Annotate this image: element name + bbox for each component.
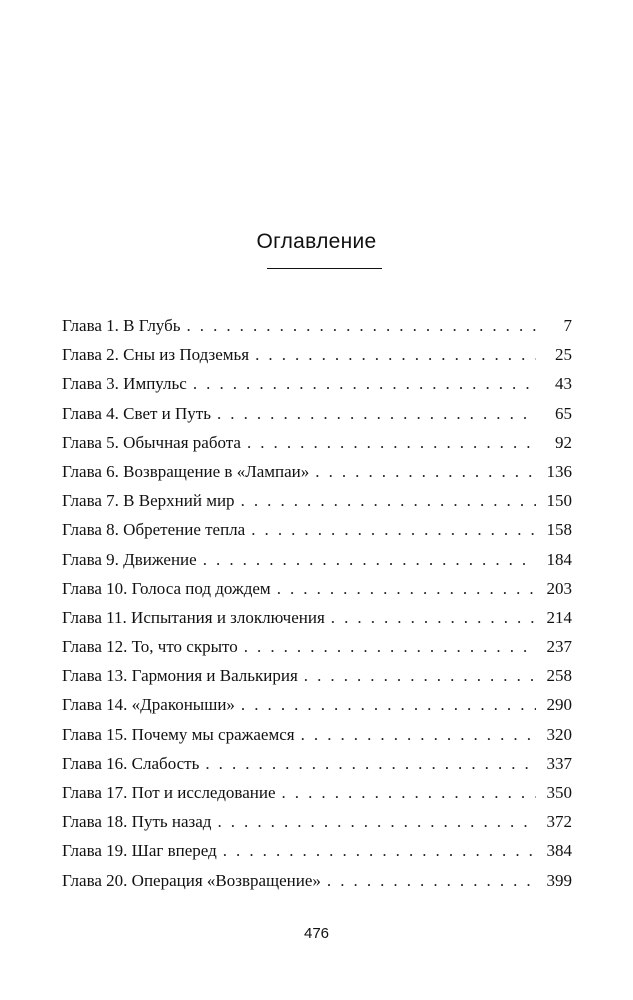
toc-dot-leader bbox=[327, 870, 536, 892]
toc-page-number: 43 bbox=[555, 374, 572, 394]
toc-entry[interactable] bbox=[62, 694, 572, 723]
toc-entry[interactable] bbox=[62, 490, 572, 519]
toc-page-number: 25 bbox=[555, 345, 572, 365]
toc-page-number: 350 bbox=[546, 783, 572, 802]
toc-chapter-title: Глава 11. Испытания и злоключения bbox=[62, 607, 325, 627]
toc-dot-leader bbox=[223, 840, 536, 862]
toc-chapter-title: Глава 20. Операция «Возвращение» bbox=[62, 870, 321, 890]
toc-chapter-title: Глава 12. То, что скрыто bbox=[62, 637, 238, 657]
toc-dot-leader bbox=[217, 403, 536, 425]
toc-chapter-title: Глава 18. Путь назад bbox=[62, 812, 212, 832]
toc-chapter-title: Глава 14. «Драконыши» bbox=[62, 695, 235, 715]
toc-page-number: 237 bbox=[546, 637, 572, 657]
toc-dot-leader bbox=[301, 724, 536, 746]
toc-entry[interactable] bbox=[62, 753, 572, 782]
toc-chapter-title: Глава 8. Обретение тепла bbox=[62, 520, 246, 540]
toc-page-number: 372 bbox=[546, 812, 572, 832]
toc-page-number: 203 bbox=[546, 578, 572, 598]
toc-chapter-title: Глава 17. Пот и исследование bbox=[62, 783, 276, 802]
toc-entry[interactable] bbox=[62, 549, 572, 578]
toc-entry[interactable] bbox=[62, 344, 572, 373]
page-title: Оглавление bbox=[256, 230, 377, 253]
toc-dot-leader bbox=[244, 636, 536, 658]
toc-chapter-title: Глава 9. Движение bbox=[62, 549, 197, 569]
toc-page-number: 184 bbox=[546, 549, 572, 569]
toc-chapter-title: Глава 15. Почему мы сражаемся bbox=[62, 724, 295, 744]
toc-dot-leader bbox=[193, 373, 536, 395]
toc-page-number: 7 bbox=[563, 316, 572, 335]
toc-entry[interactable] bbox=[62, 403, 572, 432]
toc-page-number: 384 bbox=[546, 841, 572, 861]
toc-dot-leader bbox=[247, 432, 536, 454]
toc-page-number: 136 bbox=[546, 461, 572, 481]
toc-chapter-title: Глава 10. Голоса под дождем bbox=[62, 578, 271, 598]
title-underline bbox=[267, 268, 382, 269]
toc-entry[interactable] bbox=[62, 636, 572, 665]
toc-dot-leader bbox=[315, 461, 536, 483]
toc-chapter-title: Глава 16. Слабость bbox=[62, 753, 200, 773]
toc-page-number: 290 bbox=[546, 695, 572, 715]
toc-page-number: 320 bbox=[546, 724, 572, 744]
toc-entry[interactable] bbox=[62, 461, 572, 490]
toc-dot-leader bbox=[203, 549, 536, 571]
toc-entry[interactable] bbox=[62, 578, 572, 607]
toc-dot-leader bbox=[241, 694, 536, 716]
toc-entry[interactable] bbox=[62, 373, 572, 402]
toc-dot-leader bbox=[217, 811, 536, 833]
toc-entry[interactable] bbox=[62, 870, 572, 899]
table-of-contents bbox=[62, 315, 572, 899]
toc-chapter-title: Глава 1. В Глубь bbox=[62, 316, 181, 335]
toc-entry[interactable] bbox=[62, 811, 572, 840]
toc-chapter-title: Глава 19. Шаг вперед bbox=[62, 841, 217, 861]
toc-dot-leader bbox=[186, 315, 536, 337]
toc-dot-leader bbox=[277, 578, 536, 600]
toc-page-number: 92 bbox=[555, 432, 572, 452]
toc-page-number: 65 bbox=[555, 403, 572, 423]
toc-dot-leader bbox=[251, 519, 536, 541]
toc-page-number: 258 bbox=[546, 666, 572, 686]
toc-entry[interactable] bbox=[62, 315, 572, 344]
toc-dot-leader bbox=[282, 782, 537, 804]
toc-chapter-title: Глава 2. Сны из Подземья bbox=[62, 345, 250, 365]
toc-entry[interactable] bbox=[62, 782, 572, 811]
toc-chapter-title: Глава 3. Импульс bbox=[62, 374, 187, 394]
toc-chapter-title: Глава 4. Свет и Путь bbox=[62, 403, 211, 423]
toc-page-number: 158 bbox=[546, 520, 572, 540]
page-number: 476 bbox=[303, 925, 330, 942]
toc-entry[interactable] bbox=[62, 840, 572, 869]
toc-entry[interactable] bbox=[62, 607, 572, 636]
toc-dot-leader bbox=[304, 665, 536, 687]
toc-dot-leader bbox=[255, 344, 536, 366]
toc-entry[interactable] bbox=[62, 519, 572, 548]
toc-chapter-title: Глава 7. В Верхний мир bbox=[62, 491, 235, 511]
toc-chapter-title: Глава 13. Гармония и Валькирия bbox=[62, 666, 298, 686]
toc-dot-leader bbox=[241, 490, 536, 512]
toc-chapter-title: Глава 5. Обычная работа bbox=[62, 432, 241, 452]
toc-entry[interactable] bbox=[62, 665, 572, 694]
toc-page-number: 214 bbox=[546, 607, 572, 627]
toc-page-number: 150 bbox=[546, 491, 572, 511]
toc-dot-leader bbox=[205, 753, 536, 775]
toc-chapter-title: Глава 6. Возвращение в «Лампаи» bbox=[62, 461, 310, 481]
toc-page-number: 337 bbox=[546, 753, 572, 773]
toc-dot-leader bbox=[331, 607, 536, 629]
toc-entry[interactable] bbox=[62, 432, 572, 461]
toc-page-number: 399 bbox=[546, 870, 572, 890]
toc-entry[interactable] bbox=[62, 724, 572, 753]
